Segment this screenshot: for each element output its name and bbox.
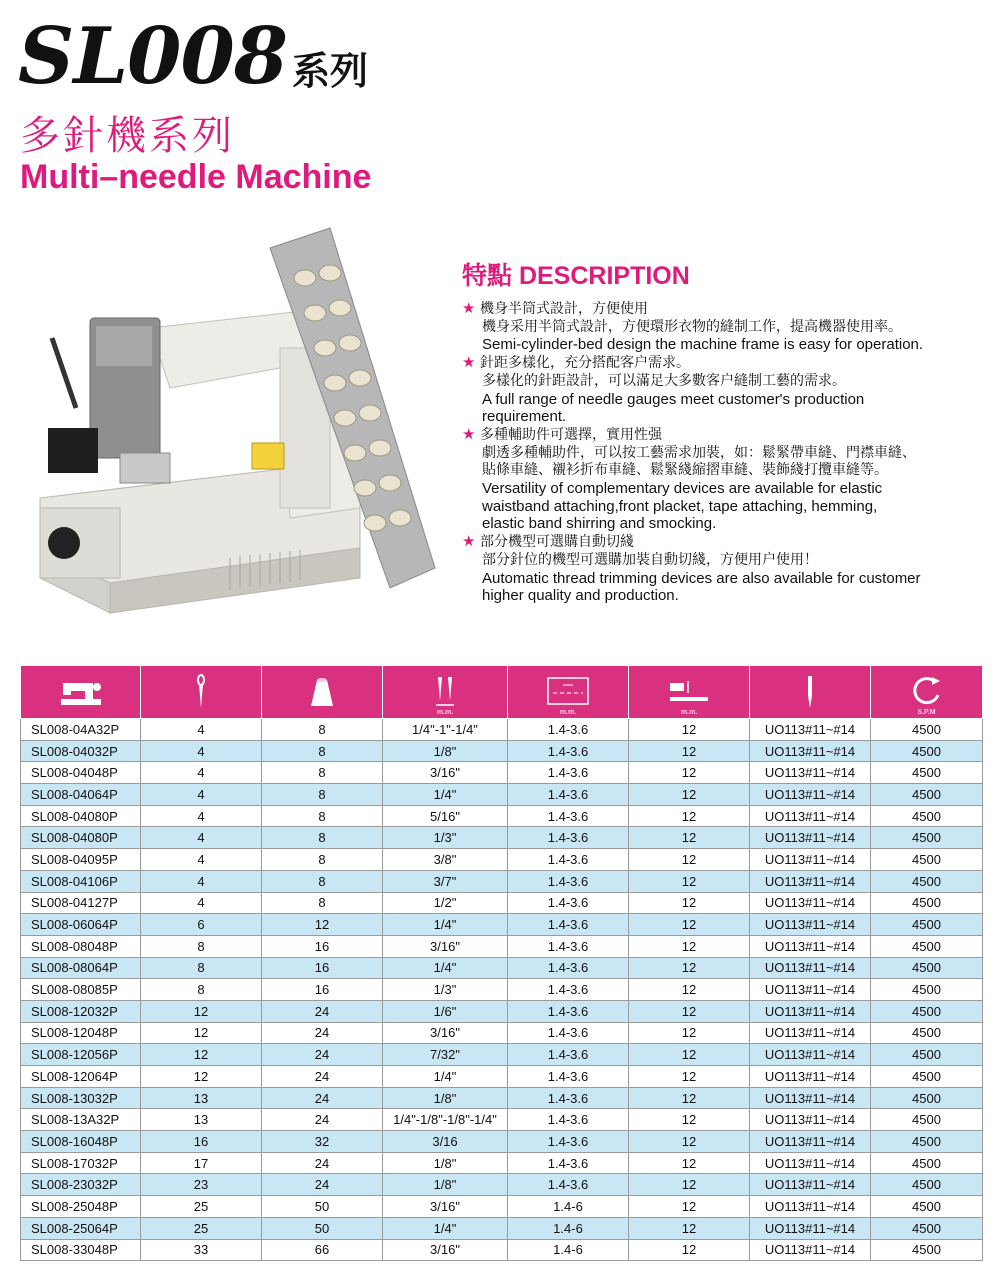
needle-system-cell: UO113#11~#14 [750, 719, 871, 741]
stitch-cell: 1.4-3.6 [508, 979, 629, 1001]
threads-cell: 8 [262, 892, 383, 914]
presser-foot-lift-icon [666, 677, 712, 707]
table-row [21, 979, 983, 1001]
description-heading: 多種輔助件可選擇，實用性强 [480, 426, 662, 443]
table-row [21, 849, 983, 871]
needle-system-cell: UO113#11~#14 [750, 805, 871, 827]
needle-system-cell: UO113#11~#14 [750, 1109, 871, 1131]
lift-cell: 12 [629, 870, 750, 892]
table-row [21, 740, 983, 762]
description-item [462, 300, 992, 354]
needles-cell: 6 [141, 914, 262, 936]
stitch-cell: 1.4-3.6 [508, 892, 629, 914]
lift-cell: 12 [629, 1066, 750, 1088]
stitch-cell: 1.4-6 [508, 1196, 629, 1218]
speed-cell: 4500 [871, 784, 983, 806]
series-suffix: 系列 [292, 49, 369, 93]
stitch-cell: 1.4-3.6 [508, 1044, 629, 1066]
model-cell: SL008-23032P [21, 1174, 141, 1196]
model-cell: SL008-08064P [21, 957, 141, 979]
description-item [462, 426, 992, 533]
speed-cell: 4500 [871, 1196, 983, 1218]
table-row [21, 1239, 983, 1261]
model-cell: SL008-04080P [21, 805, 141, 827]
spec-table [20, 665, 983, 1261]
star-bullet-icon: ★ [462, 425, 476, 443]
needle-system-cell: UO113#11~#14 [750, 935, 871, 957]
table-row [21, 1152, 983, 1174]
sewing-machine-icon [59, 675, 103, 709]
needle-system-cell: UO113#11~#14 [750, 892, 871, 914]
needle-system-cell: UO113#11~#14 [750, 1152, 871, 1174]
needles-cell: 33 [141, 1239, 262, 1261]
description-line: Versatility of complementary devices are available for elastic [482, 480, 883, 498]
description-line: 貼條車縫、襯衫折布車縫、鬆緊綫縮摺車縫、裝飾綫打攬車縫等。 [482, 462, 888, 479]
col-gauge [383, 666, 508, 719]
model-cell: SL008-12064P [21, 1066, 141, 1088]
needle-system-cell: UO113#11~#14 [750, 1239, 871, 1261]
speed-cell: 4500 [871, 1152, 983, 1174]
stitch-cell: 1.4-3.6 [508, 1152, 629, 1174]
lift-cell: 12 [629, 719, 750, 741]
lift-cell: 12 [629, 979, 750, 1001]
speed-cell: 4500 [871, 762, 983, 784]
stitch-cell: 1.4-3.6 [508, 1022, 629, 1044]
lift-cell: 12 [629, 1131, 750, 1153]
needle-system-cell: UO113#11~#14 [750, 957, 871, 979]
stitch-length-icon [545, 675, 591, 709]
speed-cell: 4500 [871, 827, 983, 849]
speed-cell: 4500 [871, 957, 983, 979]
model-cell: SL008-04A32P [21, 719, 141, 741]
table-row [21, 892, 983, 914]
speed-cell: 4500 [871, 1044, 983, 1066]
threads-cell: 24 [262, 1087, 383, 1109]
speed-cell: 4500 [871, 979, 983, 1001]
threads-cell: 8 [262, 849, 383, 871]
table-row [21, 935, 983, 957]
model-cell: SL008-13A32P [21, 1109, 141, 1131]
lift-cell: 12 [629, 762, 750, 784]
needles-cell: 13 [141, 1109, 262, 1131]
col-needles [141, 666, 262, 719]
description-title: 特點 DESCRIPTION [462, 262, 690, 290]
machine-illustration [30, 218, 450, 638]
needles-cell: 17 [141, 1152, 262, 1174]
gauge-cell: 1/3" [383, 979, 508, 1001]
needles-cell: 13 [141, 1087, 262, 1109]
star-bullet-icon: ★ [462, 354, 476, 372]
model-cell: SL008-12048P [21, 1022, 141, 1044]
needle-system-icon [802, 674, 818, 710]
needles-cell: 4 [141, 719, 262, 741]
threads-cell: 66 [262, 1239, 383, 1261]
gauge-cell: 3/16" [383, 762, 508, 784]
model-cell: SL008-06064P [21, 914, 141, 936]
needle-system-cell: UO113#11~#14 [750, 784, 871, 806]
stitch-cell: 1.4-3.6 [508, 1174, 629, 1196]
model-cell: SL008-04032P [21, 740, 141, 762]
threads-cell: 8 [262, 740, 383, 762]
needles-cell: 4 [141, 784, 262, 806]
needles-cell: 4 [141, 740, 262, 762]
description-line: Semi-cylinder-bed design the machine frame is easy for operation. [482, 336, 924, 354]
model-cell: SL008-33048P [21, 1239, 141, 1261]
model-cell: SL008-25064P [21, 1217, 141, 1239]
gauge-cell: 1/2" [383, 892, 508, 914]
model-cell: SL008-08085P [21, 979, 141, 1001]
threads-cell: 8 [262, 784, 383, 806]
needles-cell: 12 [141, 1066, 262, 1088]
needles-cell: 23 [141, 1174, 262, 1196]
stitch-cell: 1.4-3.6 [508, 914, 629, 936]
needle-system-cell: UO113#11~#14 [750, 1131, 871, 1153]
description-item [462, 533, 992, 605]
description-line: Automatic thread trimming devices are also available for customer [482, 569, 921, 587]
model-cell: SL008-12032P [21, 1000, 141, 1022]
threads-cell: 24 [262, 1022, 383, 1044]
needles-cell: 8 [141, 979, 262, 1001]
gauge-cell: 1/8" [383, 1174, 508, 1196]
lift-cell: 12 [629, 784, 750, 806]
gauge-cell: 1/3" [383, 827, 508, 849]
needle-system-cell: UO113#11~#14 [750, 849, 871, 871]
description-heading: 部分機型可選購自動切綫 [480, 534, 634, 551]
star-bullet-icon: ★ [462, 533, 476, 551]
speed-cell: 4500 [871, 849, 983, 871]
table-row [21, 1131, 983, 1153]
spec-header-row [21, 666, 983, 719]
threads-cell: 12 [262, 914, 383, 936]
description-line: 機身采用半筒式設計，方便環形衣物的縫制工作，提高機器使用率。 [482, 318, 902, 335]
gauge-cell: 1/8" [383, 1152, 508, 1174]
threads-cell: 8 [262, 827, 383, 849]
needles-cell: 12 [141, 1000, 262, 1022]
stitch-cell: 1.4-3.6 [508, 1109, 629, 1131]
lift-cell: 12 [629, 1217, 750, 1239]
model-title: SL008 [18, 11, 287, 102]
gauge-cell: 1/4" [383, 914, 508, 936]
stitch-cell: 1.4-3.6 [508, 740, 629, 762]
lift-cell: 12 [629, 1000, 750, 1022]
threads-cell: 24 [262, 1174, 383, 1196]
model-cell: SL008-04127P [21, 892, 141, 914]
table-row [21, 1044, 983, 1066]
lift-cell: 12 [629, 1109, 750, 1131]
speed-cell: 4500 [871, 740, 983, 762]
needle-system-cell: UO113#11~#14 [750, 740, 871, 762]
speed-cell: 4500 [871, 1022, 983, 1044]
needles-cell: 12 [141, 1044, 262, 1066]
gauge-cell: 1/8" [383, 1087, 508, 1109]
col-speed [871, 666, 983, 719]
threads-cell: 24 [262, 1000, 383, 1022]
lift-cell: 12 [629, 1152, 750, 1174]
description-line: 部分針位的機型可選購加裝自動切綫，方便用户使用！ [482, 551, 818, 568]
threads-cell: 8 [262, 805, 383, 827]
lift-cell: 12 [629, 1022, 750, 1044]
speed-cell: 4500 [871, 892, 983, 914]
needle-system-cell: UO113#11~#14 [750, 1022, 871, 1044]
col-threads [262, 666, 383, 719]
lift-cell: 12 [629, 805, 750, 827]
stitch-cell: 1.4-3.6 [508, 762, 629, 784]
description-line: requirement. [482, 408, 567, 426]
needles-cell: 4 [141, 805, 262, 827]
lift-cell: 12 [629, 849, 750, 871]
speed-cell: 4500 [871, 870, 983, 892]
needle-system-cell: UO113#11~#14 [750, 979, 871, 1001]
gauge-cell: 3/16" [383, 935, 508, 957]
needle-system-cell: UO113#11~#14 [750, 762, 871, 784]
description-heading: 機身半筒式設計，方便使用 [480, 301, 648, 317]
table-row [21, 1087, 983, 1109]
needle-system-cell: UO113#11~#14 [750, 1217, 871, 1239]
lift-cell: 12 [629, 935, 750, 957]
gauge-cell: 7/32" [383, 1044, 508, 1066]
needle-system-cell: UO113#11~#14 [750, 827, 871, 849]
title-english: Multi–needle Machine [20, 158, 372, 196]
threads-cell: 24 [262, 1152, 383, 1174]
model-cell: SL008-04095P [21, 849, 141, 871]
gauge-unit: m.m. [436, 709, 454, 716]
gauge-cell: 1/6" [383, 1000, 508, 1022]
stitch-unit: m.m. [559, 709, 577, 716]
speed-cell: 4500 [871, 1217, 983, 1239]
stitch-cell: 1.4-3.6 [508, 1000, 629, 1022]
speed-icon [910, 675, 944, 709]
stitch-cell: 1.4-3.6 [508, 1131, 629, 1153]
needles-cell: 4 [141, 870, 262, 892]
table-row [21, 1196, 983, 1218]
needle-system-cell: UO113#11~#14 [750, 1066, 871, 1088]
model-cell: SL008-08048P [21, 935, 141, 957]
gauge-cell: 1/8" [383, 740, 508, 762]
description-line: 劇透多種輔助件，可以按工藝需求加裝，如：鬆緊帶車縫、門襟車縫、 [482, 444, 916, 461]
description-line: higher quality and production. [482, 587, 679, 605]
speed-unit: S.P.M [917, 709, 936, 716]
stitch-cell: 1.4-3.6 [508, 935, 629, 957]
model-cell: SL008-25048P [21, 1196, 141, 1218]
description-line: A full range of needle gauges meet customer's production [482, 390, 865, 408]
needle-system-cell: UO113#11~#14 [750, 1000, 871, 1022]
speed-cell: 4500 [871, 1239, 983, 1261]
needles-cell: 25 [141, 1217, 262, 1239]
needle-system-cell: UO113#11~#14 [750, 914, 871, 936]
table-row [21, 762, 983, 784]
thread-cone-icon [307, 674, 337, 710]
gauge-cell: 1/4" [383, 957, 508, 979]
table-row [21, 784, 983, 806]
needles-cell: 4 [141, 762, 262, 784]
speed-cell: 4500 [871, 719, 983, 741]
needles-cell: 16 [141, 1131, 262, 1153]
gauge-cell: 3/16" [383, 1239, 508, 1261]
threads-cell: 8 [262, 762, 383, 784]
gauge-cell: 1/4" [383, 1217, 508, 1239]
model-cell: SL008-13032P [21, 1087, 141, 1109]
model-cell: SL008-12056P [21, 1044, 141, 1066]
gauge-cell: 1/4"-1"-1/4" [383, 719, 508, 741]
lift-cell: 12 [629, 1087, 750, 1109]
threads-cell: 8 [262, 870, 383, 892]
stitch-cell: 1.4-3.6 [508, 805, 629, 827]
lift-cell: 12 [629, 892, 750, 914]
table-row [21, 1000, 983, 1022]
title-chinese: 多針機系列 [20, 113, 235, 159]
needles-cell: 8 [141, 957, 262, 979]
model-cell: SL008-17032P [21, 1152, 141, 1174]
stitch-cell: 1.4-3.6 [508, 849, 629, 871]
needle-system-cell: UO113#11~#14 [750, 1044, 871, 1066]
col-model [21, 666, 141, 719]
table-row [21, 1174, 983, 1196]
threads-cell: 24 [262, 1044, 383, 1066]
model-cell: SL008-04080P [21, 827, 141, 849]
threads-cell: 8 [262, 719, 383, 741]
needles-cell: 4 [141, 849, 262, 871]
stitch-cell: 1.4-6 [508, 1217, 629, 1239]
table-row [21, 1066, 983, 1088]
description-heading: 針距多樣化，充分搭配客户需求。 [480, 355, 690, 372]
threads-cell: 32 [262, 1131, 383, 1153]
description-list [462, 300, 992, 605]
threads-cell: 16 [262, 957, 383, 979]
gauge-cell: 3/16 [383, 1131, 508, 1153]
table-row [21, 914, 983, 936]
spec-body [21, 719, 983, 1261]
table-row [21, 957, 983, 979]
lift-cell: 12 [629, 1196, 750, 1218]
needle-system-cell: UO113#11~#14 [750, 870, 871, 892]
speed-cell: 4500 [871, 1131, 983, 1153]
threads-cell: 16 [262, 935, 383, 957]
needle-icon [191, 674, 211, 710]
lift-cell: 12 [629, 827, 750, 849]
gauge-cell: 1/4" [383, 1066, 508, 1088]
description-line: waistband attaching,front placket, tape attaching, hemming, [482, 497, 878, 515]
needles-cell: 8 [141, 935, 262, 957]
threads-cell: 50 [262, 1217, 383, 1239]
gauge-cell: 1/4" [383, 784, 508, 806]
stitch-cell: 1.4-3.6 [508, 957, 629, 979]
lift-cell: 12 [629, 957, 750, 979]
gauge-cell: 3/8" [383, 849, 508, 871]
speed-cell: 4500 [871, 805, 983, 827]
needles-cell: 25 [141, 1196, 262, 1218]
speed-cell: 4500 [871, 935, 983, 957]
col-stitch-length [508, 666, 629, 719]
lift-cell: 12 [629, 1044, 750, 1066]
table-row [21, 1022, 983, 1044]
gauge-cell: 3/7" [383, 870, 508, 892]
threads-cell: 50 [262, 1196, 383, 1218]
col-presser-lift [629, 666, 750, 719]
stitch-cell: 1.4-3.6 [508, 827, 629, 849]
col-needle-system [750, 666, 871, 719]
model-cell: SL008-04106P [21, 870, 141, 892]
description-line: 多樣化的針距設計，可以滿足大多數客户縫制工藝的需求。 [482, 372, 846, 389]
lift-unit: m.m. [680, 709, 698, 716]
lift-cell: 12 [629, 1174, 750, 1196]
lift-cell: 12 [629, 914, 750, 936]
stitch-cell: 1.4-3.6 [508, 784, 629, 806]
table-row [21, 719, 983, 741]
gauge-cell: 1/4"-1/8"-1/8"-1/4" [383, 1109, 508, 1131]
needles-cell: 12 [141, 1022, 262, 1044]
speed-cell: 4500 [871, 1109, 983, 1131]
needles-cell: 4 [141, 827, 262, 849]
needles-cell: 4 [141, 892, 262, 914]
speed-cell: 4500 [871, 1000, 983, 1022]
table-row [21, 870, 983, 892]
speed-cell: 4500 [871, 1066, 983, 1088]
speed-cell: 4500 [871, 1087, 983, 1109]
table-row [21, 827, 983, 849]
stitch-cell: 1.4-3.6 [508, 870, 629, 892]
model-cell: SL008-04064P [21, 784, 141, 806]
needle-system-cell: UO113#11~#14 [750, 1087, 871, 1109]
needle-gauge-icon [430, 675, 460, 709]
stitch-cell: 1.4-3.6 [508, 1087, 629, 1109]
lift-cell: 12 [629, 740, 750, 762]
gauge-cell: 3/16" [383, 1022, 508, 1044]
threads-cell: 24 [262, 1066, 383, 1088]
lift-cell: 12 [629, 1239, 750, 1261]
stitch-cell: 1.4-3.6 [508, 1066, 629, 1088]
model-cell: SL008-16048P [21, 1131, 141, 1153]
stitch-cell: 1.4-6 [508, 1239, 629, 1261]
speed-cell: 4500 [871, 1174, 983, 1196]
table-row [21, 1217, 983, 1239]
needle-system-cell: UO113#11~#14 [750, 1196, 871, 1218]
star-bullet-icon: ★ [462, 300, 476, 317]
table-row [21, 1109, 983, 1131]
stitch-cell: 1.4-3.6 [508, 719, 629, 741]
needle-system-cell: UO113#11~#14 [750, 1174, 871, 1196]
gauge-cell: 3/16" [383, 1196, 508, 1218]
threads-cell: 24 [262, 1109, 383, 1131]
gauge-cell: 5/16" [383, 805, 508, 827]
speed-cell: 4500 [871, 914, 983, 936]
model-cell: SL008-04048P [21, 762, 141, 784]
description-item [462, 354, 992, 426]
threads-cell: 16 [262, 979, 383, 1001]
description-line: elastic band shirring and smocking. [482, 515, 717, 533]
table-row [21, 805, 983, 827]
